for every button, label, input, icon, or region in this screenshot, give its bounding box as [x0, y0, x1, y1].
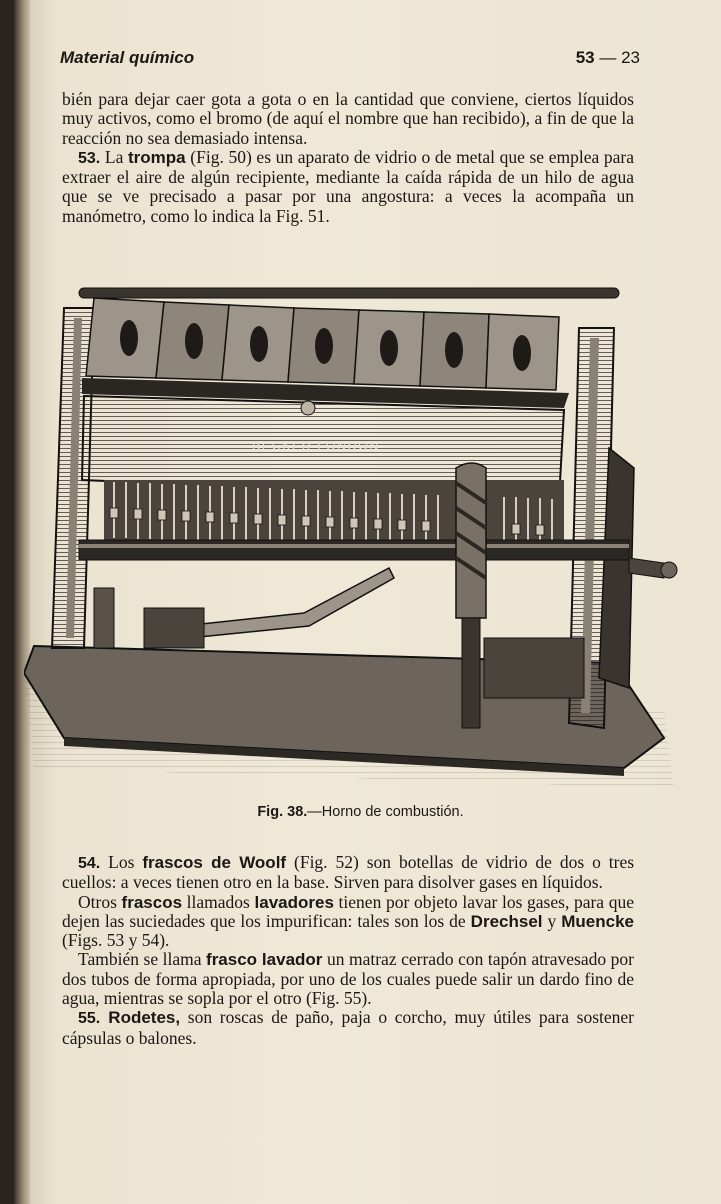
section-54-number: 54. [78, 855, 101, 872]
bottom-text-block [62, 853, 634, 1048]
paragraph-55: 55. Rodetes, son roscas de paño, paja o corcho, muy útiles para sostener cápsulas o balones. [62, 1007, 634, 1048]
paragraph-frasco-lavador: También se llama frasco lavador un matraz cerrado con tapón atravesado por dos tubos de forma apropiada, por uno de los cuales puede salir un dardo fino de agua, mientras se sopla por el otro (Fig. 55). [62, 949, 634, 1009]
page-separator: — [594, 48, 622, 67]
paragraph-53: 53. La trompa (Fig. 50) es un aparato de vidrio o de metal que se emplea para extraer el aire de algún recipiente, mediante la caída rápida de un hilo de agua que se ve precisado a pasar por una angostura: a veces la acompaña un manómetro, como lo indica la Fig. 51. [62, 146, 634, 226]
figure-label: Fig. 38. [257, 804, 308, 820]
paragraph-continued: bién para dejar caer gota a gota o en la cantidad que conviene, ciertos líquidos muy activos, como el bromo (de aquí el nombre que han recibido), a fin de que la reacción no sea demasiado intensa. [62, 89, 634, 148]
term-lavadores: lavadores [254, 892, 334, 912]
section-55-number: 55. [78, 1010, 101, 1028]
term-frascos-de-woolf: frascos de Woolf [142, 853, 287, 872]
running-title: Material químico [60, 48, 195, 67]
term-drechsel: Drechsel [470, 911, 543, 931]
top-text-block [62, 90, 634, 226]
term-frasco-lavador: frasco lavador [206, 950, 323, 970]
figure-caption [0, 804, 721, 820]
term-rodetes: Rodetes, [100, 1008, 181, 1028]
page-header [60, 48, 640, 74]
section-number: 53 [575, 48, 595, 67]
figure-caption-text: —Horno de combustión. [307, 804, 464, 820]
term-muencke: Muencke [561, 911, 635, 931]
term-frascos: frascos [121, 892, 183, 912]
maker-engraving: BECKER LONDON [252, 439, 380, 453]
combustion-furnace-illustration [24, 268, 684, 788]
paragraph-frascos-lavadores: Otros frascos llamados lavadores tienen por objeto lavar los gases, para que dejen las suciedades que los impurifican: tales son los de Drechsel y Muencke (Figs. 53 y 54). [62, 891, 635, 951]
page-number-value: 23 [621, 48, 640, 67]
section-53-number: 53. [78, 149, 101, 167]
term-trompa: trompa [128, 147, 186, 167]
page-number [576, 48, 640, 68]
paragraph-54: 54. Los frascos de Woolf (Fig. 52) son botellas de vidrio de dos o tres cuellos: a veces tienen otro en la base. Sirven para disolver gases en líquidos. [62, 852, 635, 893]
